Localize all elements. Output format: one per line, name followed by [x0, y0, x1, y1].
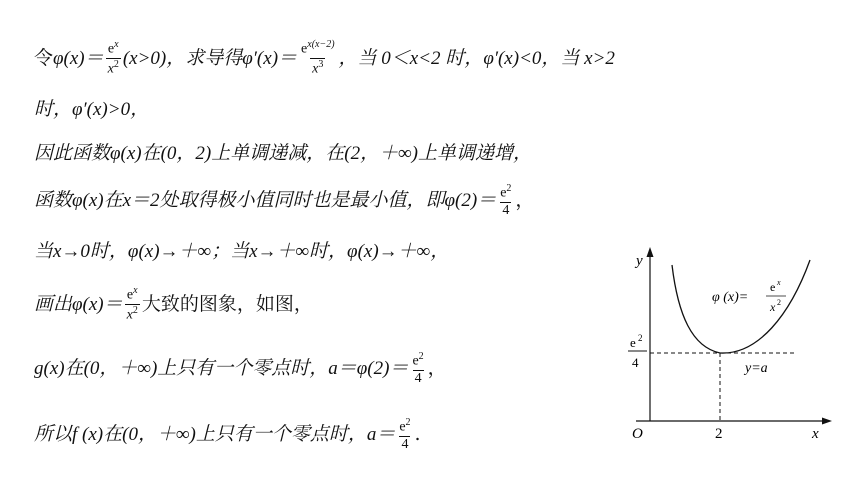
y-tick-den: 4: [632, 355, 639, 370]
text-segment: g(x)在(0，＋∞)上只有一个零点时，a＝φ(2)＝: [34, 358, 409, 380]
math-expr: ，当 0＜x<2 时，: [338, 47, 484, 69]
frac-num: e: [412, 353, 419, 369]
fraction: [299, 40, 337, 76]
frac-den: x: [107, 61, 114, 77]
y-axis-label: y: [636, 253, 643, 269]
y-axis: [647, 247, 654, 421]
curve-label-den-sup: 2: [777, 298, 781, 307]
text-line-6: [34, 286, 313, 322]
frac-num-sup: 2: [506, 183, 512, 194]
text-line-8: [34, 418, 421, 452]
frac-den: 4: [414, 370, 422, 386]
phi-curve: [672, 260, 810, 353]
curve-label-lhs: φ (x)=: [712, 290, 749, 305]
x-axis-label: x: [812, 426, 819, 442]
frac-num-sup: x(x−2): [307, 39, 335, 50]
frac-num-sup: x: [133, 285, 138, 296]
text-segment: ，: [515, 189, 535, 212]
y-tick-label: [628, 333, 647, 370]
text-segment: 所以f (x)在(0，＋∞)上只有一个零点时，a＝: [34, 424, 396, 446]
math-expr: φ′(x)<0，当 x>2: [483, 47, 615, 69]
frac-num: e: [107, 41, 115, 57]
fraction: [410, 352, 425, 386]
text-segment: 画出φ(x)＝: [34, 293, 123, 315]
text-segment: .: [414, 423, 421, 446]
function-graph: [610, 245, 850, 475]
origin-label: O: [632, 426, 643, 442]
curve-label-num: e: [770, 280, 776, 294]
math-expr: (x>0)，求导得: [122, 47, 243, 69]
frac-den: 4: [401, 436, 409, 452]
fraction: [125, 286, 140, 322]
fraction: [498, 184, 513, 218]
frac-num-sup: x: [114, 39, 119, 50]
y-tick-sup: 2: [638, 333, 643, 343]
text-segment: 函数φ(x)在x＝2处取得极小值同时也是最小值，即φ(2)＝: [34, 190, 497, 212]
math-expr: φ(x)＝: [53, 47, 104, 69]
text-line-3: [34, 144, 532, 163]
frac-den-sup: 3: [318, 58, 324, 70]
text-line-5: [34, 242, 449, 261]
text-line-7: [34, 352, 447, 386]
text-segment: ，: [427, 357, 447, 380]
frac-den-sup: 2: [113, 58, 119, 70]
frac-num: e: [399, 419, 406, 435]
text-segment: 大致的图象，如图，: [141, 292, 313, 315]
frac-num-sup: 2: [405, 417, 411, 428]
frac-num: e: [301, 41, 308, 57]
curve-label-den: x: [770, 300, 776, 314]
frac-den: 4: [502, 202, 510, 218]
text-line-4: [34, 184, 534, 218]
frac-num-sup: 2: [418, 351, 424, 362]
text-segment: 令: [34, 46, 54, 69]
frac-den-sup: 2: [132, 304, 138, 316]
fraction: [106, 40, 121, 76]
curve-label: [712, 278, 786, 314]
x-axis: [636, 418, 832, 425]
fraction: [397, 418, 412, 452]
text-line-2: [34, 100, 149, 119]
y-tick-num: e: [630, 335, 636, 350]
x-tick-label: 2: [715, 426, 723, 442]
text-segment: 当x→0时，φ(x)→＋∞；当x→＋∞时，φ(x)→＋∞，: [34, 241, 450, 262]
frac-num: e: [126, 287, 134, 303]
text-segment: 因此函数φ(x)在(0，2)上单调递减，在(2，＋∞)上单调递增，: [34, 143, 532, 164]
text-segment: 时，φ′(x)>0，: [34, 99, 150, 120]
frac-num: e: [500, 185, 507, 201]
math-expr: φ′(x)＝: [242, 47, 298, 69]
text-line-1: [34, 40, 615, 76]
curve-label-num-sup: x: [777, 278, 781, 287]
frac-den: x: [312, 61, 319, 77]
frac-den: x: [126, 307, 133, 323]
line-label: y=a: [745, 361, 768, 376]
